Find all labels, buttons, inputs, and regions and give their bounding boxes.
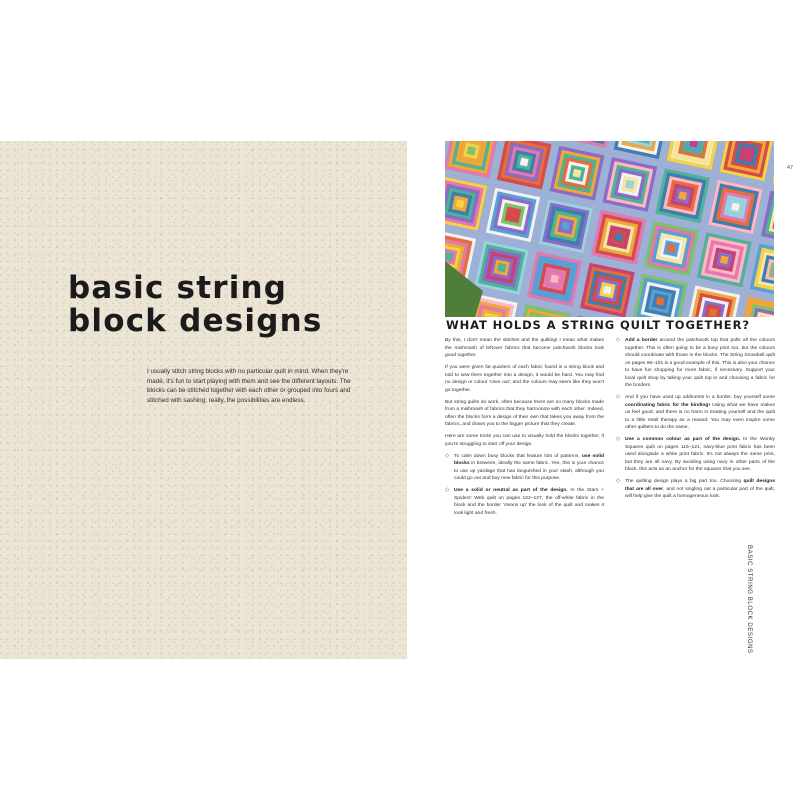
quilt-strip	[709, 308, 718, 317]
text-column-2	[616, 337, 775, 505]
right-page	[407, 141, 800, 659]
tip-text: around the patchwork top that pulls all the colours together. This is often going to be a busy print too, but the colours should coordinate with those in the blocks. The String Snowball quilt on pages 96–101 is a good example of this. This is also your chance to have fun shopping for more fabric, if necessary. Support your local quilt shop by taking your quilt top in and choosing a fabric for the borders.	[625, 338, 775, 388]
quilt-strip	[614, 233, 623, 242]
tip-text: To calm down busy blocks that feature lots of patterns,	[454, 453, 582, 459]
tip-text: , and not singling out a particular part of the quilt, will help give the quilt a homogeneous look.	[625, 486, 776, 499]
chapter-title-line-1: basic string	[68, 270, 288, 306]
page-number: 47	[787, 165, 794, 171]
string-quilt-photo	[445, 141, 774, 317]
tip-item	[616, 337, 775, 390]
quilt-strip	[603, 286, 612, 295]
tip-item	[616, 394, 775, 432]
tip-text: In the Wonky Squares quilt on pages 116–121, navy-blue print fabric has been used alongside a white print fabric. It's not always the same print, but they are all navy. By avoiding using navy in other parts of the block, this acts as an anchor for the squares that you see.	[625, 437, 775, 472]
quilt-strip	[467, 146, 476, 155]
tip-highlight: coordinating fabric for the binding!	[625, 402, 711, 408]
running-head: BASIC STRING BLOCK DESIGNS	[746, 545, 752, 654]
section-heading: WHAT HOLDS A STRING QUILT TOGETHER?	[446, 318, 750, 332]
quilt-strip	[550, 274, 559, 283]
tip-highlight: use solid blocks	[454, 453, 604, 466]
tip-item	[445, 487, 604, 517]
tip-text: in between, ideally the same fabric. Yes, this is your chance to use up yardage that has languished in your stash, although you could go out and buy new fabric for this purpose.	[454, 461, 604, 481]
quilt-strip	[561, 222, 570, 231]
quilt-strip	[456, 199, 465, 208]
quilt-strip	[625, 180, 634, 189]
tip-text: The quilting design plays a big part too. Choosing	[625, 479, 744, 484]
quilt-strip	[520, 158, 529, 167]
tip-text: Using what we have makes us feel good, and there is no harm in treating yourself and the quilt to a little retail therapy as a reward. You may even inspire some other quilters to do the same.	[625, 402, 775, 430]
quilt-strip	[508, 210, 517, 219]
text-column-1	[445, 337, 604, 522]
intro-paragraph: I usually stitch string blocks with no particular quilt in mind. When they're made, it's fun to start playing with them and see the different layouts. The blocks can be stitched together with each other or grouped into fours and stitched with sashing; really, the possibilities are endless.	[147, 368, 351, 404]
quilt-strip	[720, 255, 729, 264]
paragraph: But string quilts do work, often because there are so many blocks made from a mishmash of fabrics that they harmonize with each other. Indeed, often the blocks form a design of their own that takes you away from the fabrics, and draws you to the bigger picture that they create.	[445, 399, 604, 427]
paragraph: Here are some tricks you can use to visually hold the blocks together, if you're struggling to start off your design.	[445, 434, 604, 447]
left-page	[0, 141, 407, 659]
tip-highlight: Use a common colour as part of the design.	[625, 437, 741, 442]
tip-item	[616, 436, 775, 474]
tip-item	[616, 478, 775, 501]
tip-highlight: Add a border	[625, 338, 658, 343]
quilt-strip	[573, 169, 582, 178]
tip-text: And if you have used up oddments in a border, buy yourself some	[625, 395, 775, 400]
quilt-strip	[742, 150, 751, 159]
chapter-title	[68, 272, 398, 338]
tip-highlight: Use a solid or neutral as part of the design.	[454, 488, 568, 493]
quilt-image	[445, 141, 774, 317]
chapter-title-line-2: block designs	[68, 303, 323, 339]
quilt-strip	[667, 244, 676, 253]
tip-highlight: quilt designs that are all over	[625, 479, 775, 492]
tip-text: In the Stars + Spiders' Web quilt on pages 122–127, the off-white fabric in the block and the border 'cleans up' the look of the quilt and makes it look light and fresh.	[454, 488, 604, 516]
tip-item	[445, 453, 604, 483]
quilt-strip	[445, 252, 453, 261]
paragraph: If you were given fat quarters of each fabric found in a string block and told to sew them together into a design, it would be hard. You may find no design or colour 'cries out', and the colours may seem like they won't go together.	[445, 365, 604, 393]
quilt-strip	[656, 297, 665, 306]
paragraph: By this, I don't mean the stitches and the quilting! I mean what makes the mishmash of leftover fabrics that become patchwork blocks look good together.	[445, 338, 604, 358]
quilt-strip	[497, 263, 506, 272]
quilt-strip	[678, 191, 687, 200]
quilt-strip	[731, 202, 740, 211]
